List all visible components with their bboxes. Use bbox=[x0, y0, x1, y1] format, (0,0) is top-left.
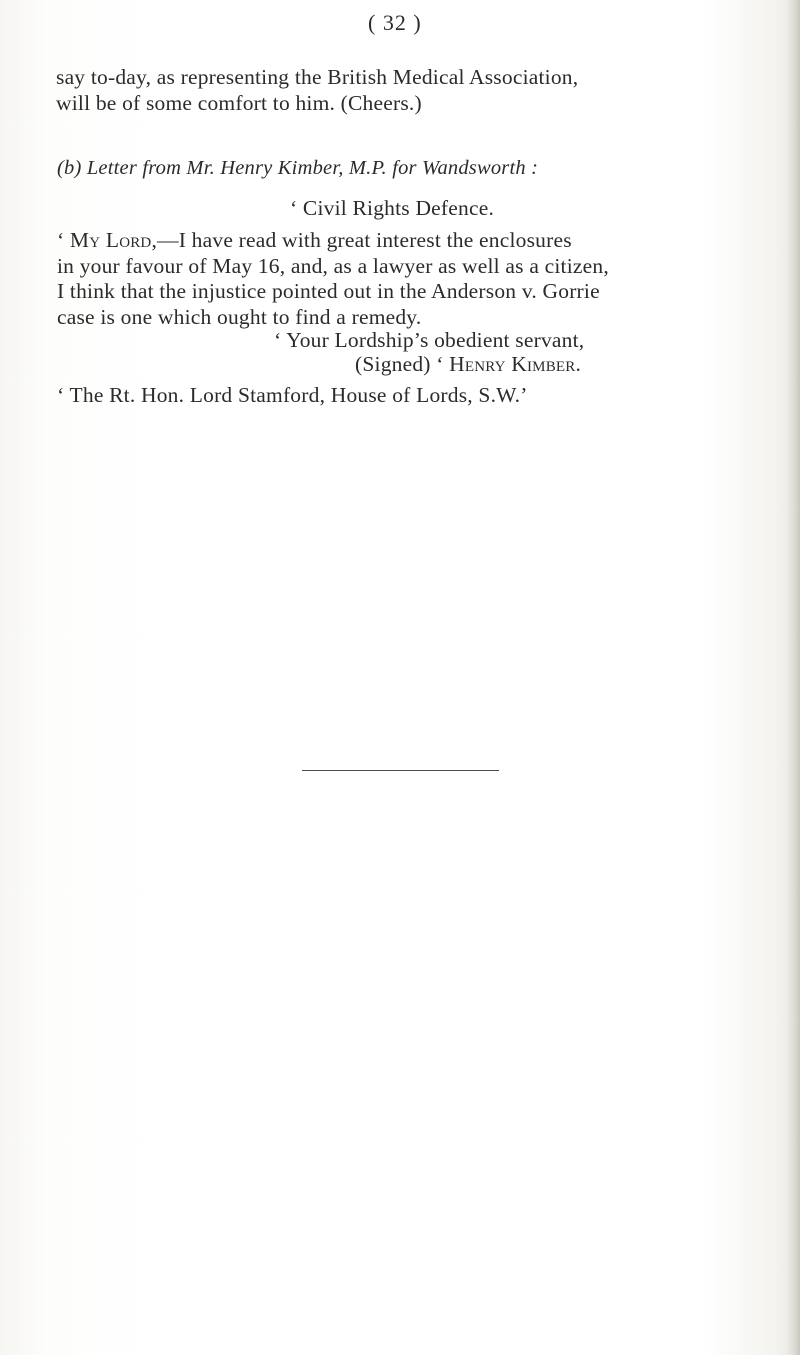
page-number: ( 32 ) bbox=[368, 10, 422, 35]
signed-label: (Signed) ‘ bbox=[355, 352, 444, 376]
letter-line: I think that the injustice pointed out in the Anderson v. Gorrie bbox=[57, 279, 600, 303]
page-edge-shadow bbox=[786, 0, 800, 1355]
paragraph-line: say to-day, as representing the British Medical Association, bbox=[56, 65, 579, 89]
letter-line: case is one which ought to find a remedy. bbox=[57, 305, 422, 329]
paragraph-line: will be of some comfort to him. (Cheers.) bbox=[56, 91, 422, 115]
horizontal-rule bbox=[302, 770, 499, 771]
section-heading: (b) Letter from Mr. Henry Kimber, M.P. for Wandsworth : bbox=[57, 157, 539, 179]
letter-salutation: ‘ My Lord, bbox=[57, 228, 158, 252]
letter-line: in your favour of May 16, and, as a lawyer as well as a citizen, bbox=[57, 254, 609, 278]
letter-closing: ‘ Your Lordship’s obedient servant, bbox=[274, 328, 585, 352]
letter-addressee: ‘ The Rt. Hon. Lord Stamford, House of Lords, S.W.’ bbox=[57, 383, 528, 407]
letter-line bbox=[57, 230, 572, 252]
letter-signature bbox=[355, 354, 581, 376]
letter-heading: ‘ Civil Rights Defence. bbox=[290, 196, 495, 220]
letter-line-text: —I have read with great interest the enclosures bbox=[157, 228, 572, 252]
signer-name: Henry Kimber. bbox=[449, 352, 582, 376]
